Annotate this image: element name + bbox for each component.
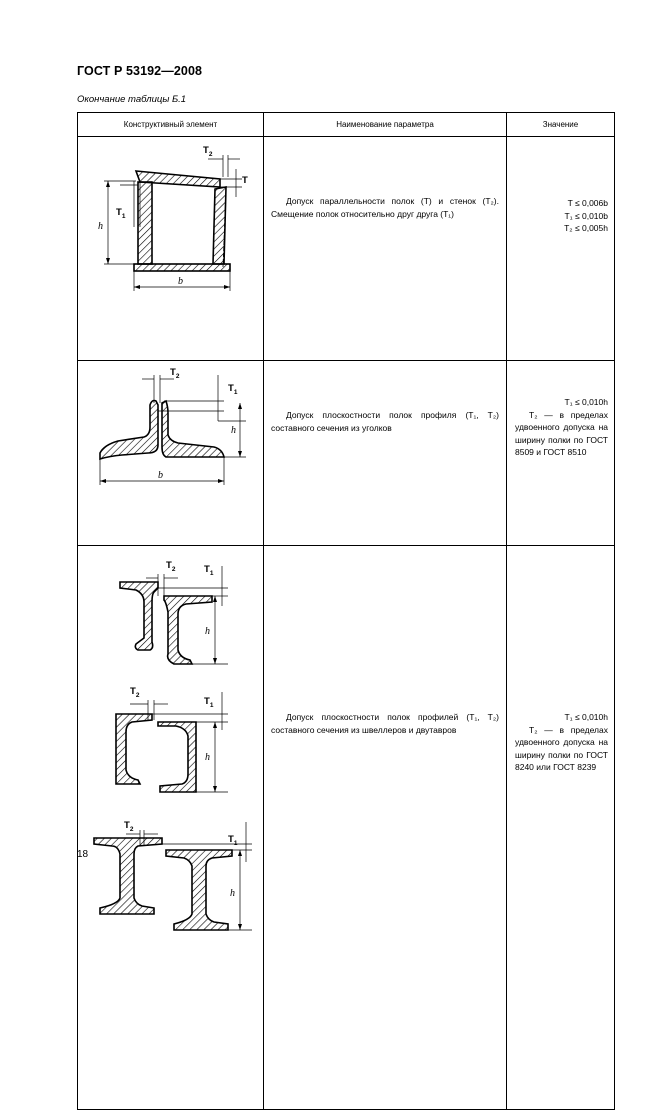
label-t1: $T_1$: [228, 383, 238, 396]
parameter-text: Допуск плоскостности полок профилей (T₁, T₂) составного сечения из швеллеров и двутавров: [271, 712, 499, 735]
channel-ibeam-drawing: [78, 546, 264, 944]
label-h: h: [231, 425, 236, 436]
label-h: h: [230, 888, 235, 899]
page-number: 18: [77, 849, 89, 860]
angle-pair-drawing: [78, 361, 264, 497]
label-t1: $T_1$: [228, 834, 238, 847]
label-b: b: [158, 470, 163, 481]
drawing-cell: [78, 546, 264, 1110]
label-b: b: [178, 276, 183, 287]
label-h: h: [205, 752, 210, 763]
value-cell: [507, 137, 615, 361]
label-t1: $T_1$: [204, 564, 214, 577]
document-title: ГОСТ Р 53192—2008: [77, 64, 203, 78]
parameter-cell: [264, 361, 507, 546]
value-line: T₂ — в пределах удвоенного допуска на ширину полки по ГОСТ 8509 и ГОСТ 8510: [515, 409, 608, 457]
value-line: T ≤ 0,006b: [567, 198, 608, 208]
col-header-parameter: Наименование параметра: [264, 113, 507, 137]
label-t1: $T_1$: [204, 696, 214, 709]
table-row: [78, 546, 615, 1110]
label-t2: $T_2$: [130, 686, 140, 699]
table-header-row: [78, 113, 615, 137]
table-caption: Окончание таблицы Б.1: [77, 94, 187, 105]
value-line: T₁ ≤ 0,010h: [564, 397, 608, 407]
spec-table: [77, 112, 615, 1110]
label-t: T: [242, 175, 248, 186]
parameter-cell: [264, 137, 507, 361]
col-header-value: Значение: [507, 113, 615, 137]
value-cell: [507, 361, 615, 546]
value-line: T₂ ≤ 0,005h: [564, 223, 608, 233]
drawing-cell: [78, 361, 264, 546]
label-t1: $T_1$: [116, 207, 126, 220]
value-line: T₂ — в пределах удвоенного допуска на ширину полки по ГОСТ 8240 или ГОСТ 8239: [515, 724, 608, 772]
value-line: T₁ ≤ 0,010h: [564, 712, 608, 722]
col-header-element: Конструктивный элемент: [78, 113, 264, 137]
label-h: h: [205, 626, 210, 637]
parameter-text: Допуск плоскостности полок профиля (T₁, T₂) составного сечения из уголков: [271, 410, 499, 433]
label-t2: $T_2$: [203, 145, 213, 158]
parameter-text: Допуск параллельности полок (T) и стенок (T₂). Смещение полок относительно друг друга (T₁): [271, 196, 499, 219]
label-t2: $T_2$: [170, 367, 180, 380]
drawing-cell: [78, 137, 264, 361]
label-h: h: [98, 221, 103, 232]
table-row: [78, 137, 615, 361]
value-cell: [507, 546, 615, 1110]
label-t2: $T_2$: [166, 560, 176, 573]
value-line: T₁ ≤ 0,010b: [564, 210, 608, 221]
table-row: [78, 361, 615, 546]
channel-box-drawing: [78, 137, 264, 300]
parameter-cell: [264, 546, 507, 1110]
label-t2: $T_2$: [124, 820, 134, 833]
